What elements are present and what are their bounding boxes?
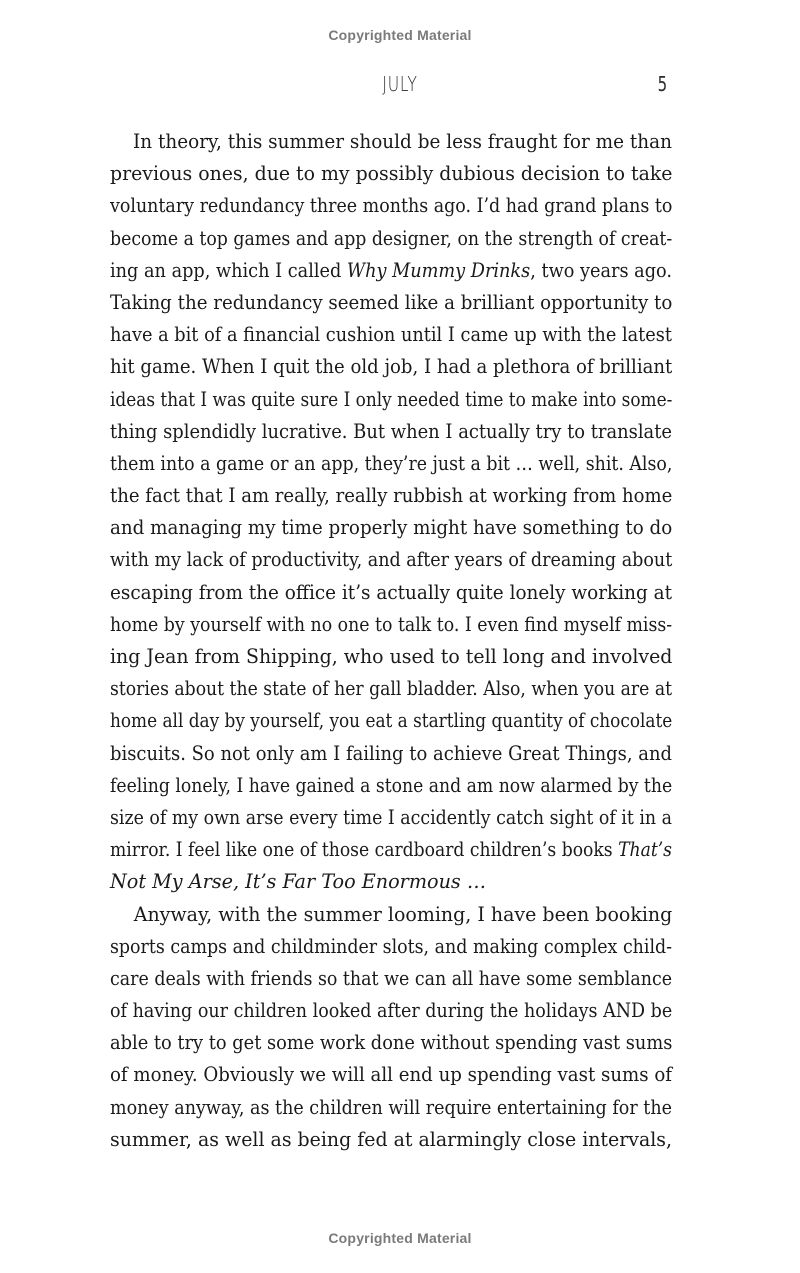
text-line: the fact that I am really, really rubbish at working from home — [110, 484, 673, 508]
text-line: have a bit of a financial cushion until I came up with the latest — [110, 323, 672, 347]
text-line: Taking the redundancy seemed like a brilliant opportunity to — [110, 290, 673, 314]
text-line: escaping from the office it’s actually quite lonely working at — [110, 580, 672, 604]
copyright-watermark-top: Copyrighted Material — [328, 27, 472, 43]
text-line: stories about the state of her gall bladder. Also, when you are at — [110, 677, 673, 701]
text-line: size of my own arse every time I accidently catch sight of it in a — [110, 805, 673, 829]
text-line: of having our children looked after during the holidays AND be — [110, 999, 673, 1023]
text-line: money anyway, as the children will require entertaining for the — [110, 1095, 672, 1119]
text-line: able to try to get some work done without spending vast sums — [110, 1031, 673, 1055]
text-line — [110, 834, 672, 866]
text-line: feeling lonely, I have gained a stone and am now alarmed by the — [110, 773, 673, 797]
text-segment: , two years ago. — [530, 258, 672, 282]
text-segment: ing an app, which I called — [110, 258, 347, 282]
text-line: home all day by yourself, you eat a startling quantity of chocolate — [110, 709, 673, 733]
text-line: thing splendidly lucrative. But when I actually try to translate — [110, 419, 672, 443]
text-line — [110, 255, 672, 287]
text-line: sports camps and childminder slots, and making complex child- — [110, 934, 673, 958]
text-line: become a top games and app designer, on the strength of creat- — [110, 226, 673, 250]
text-line: hit game. When I quit the old job, I had a plethora of brilliant — [110, 355, 673, 379]
text-line: care deals with friends so that we can all have some semblance — [110, 966, 673, 990]
text-line: Anyway, with the summer looming, I have been booking — [133, 902, 673, 926]
text-line: ing Jean from Shipping, who used to tell long and involved — [110, 645, 673, 668]
italic-title: That’s — [618, 838, 672, 862]
body-text — [110, 126, 672, 1156]
text-line: In theory, this summer should be less fraught for me than — [133, 130, 672, 153]
text-line: them into a game or an app, they’re just a bit … well, shit. Also, — [110, 451, 673, 475]
text-line — [110, 866, 672, 898]
text-line: home by yourself with no one to talk to. I even find myself miss- — [110, 612, 673, 636]
text-line: summer, as well as being fed at alarmingly close intervals, — [110, 1127, 673, 1151]
italic-title: Why Mummy Drinks — [346, 258, 531, 282]
text-line: and managing my time properly might have something to do — [110, 516, 673, 540]
text-line: biscuits. So not only am I failing to achieve Great Things, and — [110, 741, 672, 765]
paragraph — [110, 899, 672, 1157]
page-number: 5 — [657, 72, 668, 96]
running-head: JULY — [382, 72, 418, 96]
text-line: previous ones, due to my possibly dubious decision to take — [110, 162, 673, 186]
paragraph — [110, 126, 672, 899]
text-line: ideas that I was quite sure I only needed time to make into some- — [110, 387, 673, 411]
text-segment: mirror. I feel like one of those cardboard children’s books — [110, 838, 619, 862]
text-line: with my lack of productivity, and after years of dreaming about — [110, 548, 673, 572]
italic-title: Not My Arse, It’s Far Too Enormous … — [110, 870, 487, 894]
copyright-watermark-bottom: Copyrighted Material — [328, 1230, 472, 1246]
text-line: of money. Obviously we will all end up spending vast sums of — [110, 1063, 672, 1087]
text-line: voluntary redundancy three months ago. I’d had grand plans to — [110, 194, 673, 218]
